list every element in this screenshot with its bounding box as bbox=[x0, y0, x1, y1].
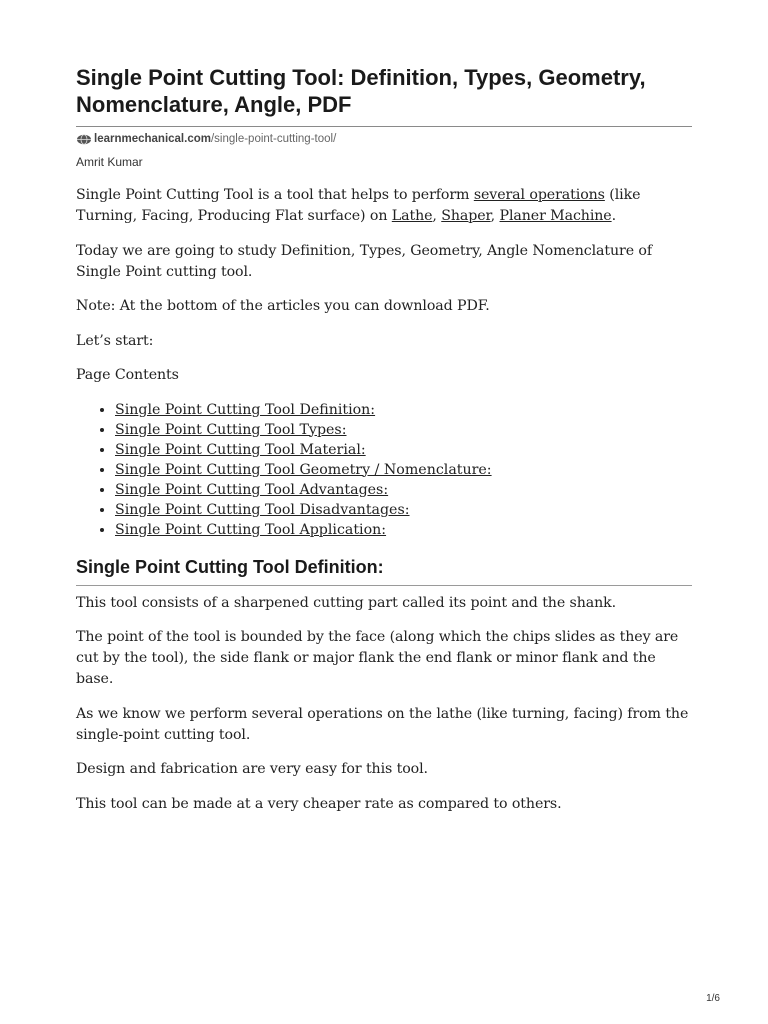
table-of-contents bbox=[76, 400, 692, 540]
toc-link-types[interactable]: Single Point Cutting Tool Types: bbox=[115, 421, 347, 438]
intro-text: (like Turning, Facing, Producing Flat surface) on bbox=[76, 187, 641, 224]
lathe-link[interactable]: Lathe bbox=[391, 208, 433, 224]
toc-item bbox=[115, 520, 692, 540]
intro-text: . bbox=[611, 208, 617, 224]
intro-paragraph-2: Today we are going to study Definition, Types, Geometry, Angle Nomenclature of Single Point cutting tool. bbox=[76, 242, 653, 280]
toc-item bbox=[115, 460, 692, 480]
lets-start-paragraph: Let’s start: bbox=[76, 332, 154, 349]
page-contents-label: Page Contents bbox=[76, 367, 179, 383]
toc-link-application[interactable]: Single Point Cutting Tool Application: bbox=[115, 521, 387, 538]
toc-item bbox=[115, 420, 692, 440]
globe-icon bbox=[76, 134, 92, 145]
definition-paragraph-2: The point of the tool is bounded by the face (along which the chips slides as they are cut by the tool), the side flank or major flank the end flank or minor flank and the base. bbox=[76, 629, 679, 687]
title-divider bbox=[76, 126, 692, 127]
source-domain-link[interactable]: learnmechanical.com bbox=[94, 133, 211, 145]
toc-item bbox=[115, 400, 692, 420]
definition-paragraph-4: Design and fabrication are very easy for this tool. bbox=[76, 761, 428, 777]
article-page bbox=[76, 64, 692, 828]
note-paragraph: Note: At the bottom of the articles you can download PDF. bbox=[76, 298, 490, 314]
source-path[interactable]: /single-point-cutting-tool/ bbox=[210, 133, 337, 145]
toc-link-material[interactable]: Single Point Cutting Tool Material: bbox=[115, 441, 366, 458]
definition-paragraph-5: This tool can be made at a very cheaper rate as compared to others. bbox=[76, 795, 562, 812]
separator: , bbox=[432, 208, 442, 224]
source-line bbox=[76, 132, 692, 146]
shaper-link[interactable]: Shaper bbox=[441, 208, 491, 224]
toc-link-advantages[interactable]: Single Point Cutting Tool Advantages: bbox=[115, 481, 389, 498]
definition-paragraph-1: This tool consists of a sharpened cutting part called its point and the shank. bbox=[76, 594, 617, 611]
toc-link-geometry[interactable]: Single Point Cutting Tool Geometry / Nomenclature: bbox=[115, 461, 492, 478]
toc-item bbox=[115, 500, 692, 520]
several-operations-link[interactable]: several operations bbox=[473, 187, 605, 203]
intro-paragraph-1 bbox=[76, 185, 692, 227]
planer-machine-link[interactable]: Planer Machine bbox=[499, 208, 612, 224]
definition-paragraph-3: As we know we perform several operations on the lathe (like turning, facing) from the single-point cutting tool. bbox=[76, 705, 689, 743]
toc-item bbox=[115, 440, 692, 460]
page-indicator: 1/6 bbox=[706, 993, 720, 1004]
toc-link-disadvantages[interactable]: Single Point Cutting Tool Disadvantages: bbox=[115, 501, 410, 518]
toc-link-definition[interactable]: Single Point Cutting Tool Definition: bbox=[115, 401, 376, 418]
definition-heading: Single Point Cutting Tool Definition: bbox=[76, 556, 384, 577]
toc-item bbox=[115, 480, 692, 500]
intro-text: Single Point Cutting Tool is a tool that helps to perform bbox=[76, 187, 474, 203]
article-title: Single Point Cutting Tool: Definition, Types, Geometry, Nomenclature, Angle, PDF bbox=[76, 65, 646, 117]
separator: , bbox=[490, 208, 500, 224]
heading-divider bbox=[76, 585, 692, 586]
author-name: Amrit Kumar bbox=[76, 155, 143, 169]
